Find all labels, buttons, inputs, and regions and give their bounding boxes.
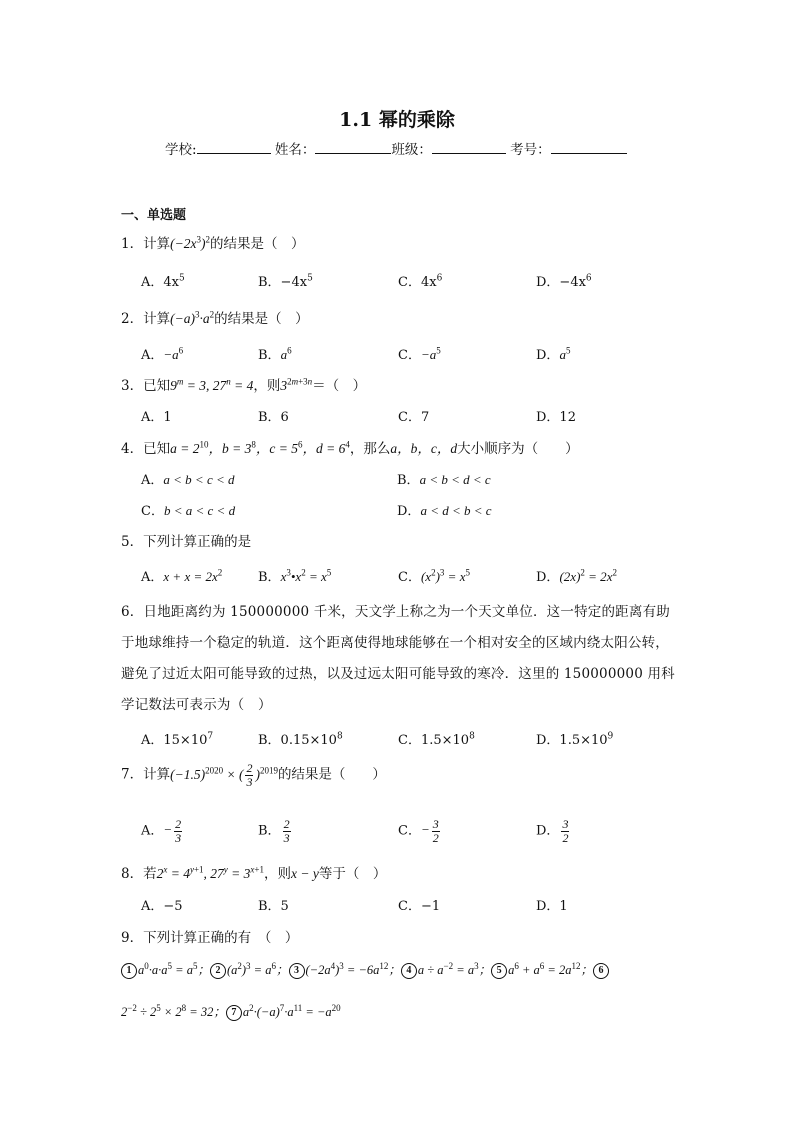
school-label: 学校: [165,142,197,158]
q8-option-d[interactable]: D．1 [536,899,568,914]
q5-option-a[interactable]: A．$x + x = 2x^2$ [141,567,223,585]
q2-expr: $(-a)^3\cdot a^2$ [170,309,215,326]
q7-option-a[interactable]: A．− $\frac{2}{3}$ [141,817,182,845]
q4-option-a[interactable]: A．a < b < c < d [141,472,235,488]
header-fields [165,138,627,158]
q7-option-b[interactable]: B． $\frac{2}{3}$ [258,817,290,845]
question-6: 6．日地距离约为 150000000 千米，天文学上称之为一个天文单位．这一特定的距离有助于地球维持一个稳定的轨道．这个距离使得地球能够在一个相对安全的区域内绕太阳公转，避免了过近太阳可能导致的过热，以及过远太阳可能导致的寒冷．这里的 150000000 用科学记数法可表示为（ ） [121,604,675,713]
question-9: 9．下列计算正确的有 （ ） [121,930,299,946]
question-7: 7．计算$(-1.5)^{2020}$ × ( $\frac{2}{3}$ )$^{2019}$的结果是（ ） [121,761,386,789]
class-label: 班级： [391,142,432,158]
q7-option-d[interactable]: D． $\frac{3}{2}$ [536,817,569,845]
q1-expr: $(-2x^3)^2$ [170,234,210,251]
q2-option-c[interactable]: C．$-a^5$ [398,345,441,363]
q6-option-a[interactable]: A．$15\times 10^7$ [141,731,214,748]
q7-option-c[interactable]: C．− $\frac{3}{2}$ [398,817,439,845]
q2-option-d[interactable]: D．$a^5$ [536,345,571,363]
question-4: 4．已知$a = 2^{10}$，$b = 3^8$，$c = 5^6$，$d = 6^4$，那么a，b，c，d大小顺序为（ ） [121,439,579,457]
q1-option-d[interactable]: D．$-4x^6$ [536,273,592,290]
q8-option-a[interactable]: A．−5 [141,899,183,914]
exam-no-label: 考号： [510,142,551,158]
q6-option-b[interactable]: B．$0.15\times 10^8$ [258,731,343,748]
q2-option-b[interactable]: B．$a^6$ [258,345,292,363]
class-blank[interactable] [432,141,506,154]
q8-option-b[interactable]: B．5 [258,899,289,914]
q3-option-d[interactable]: D．12 [536,410,576,425]
q1-option-a[interactable]: A．$4x^5$ [141,273,185,290]
q8-given: $2^x = 4^{y+1}$, $27^y = 3^{x+1}$ [156,864,264,881]
q5-option-c[interactable]: C．$(x^2)^3 = x^5$ [398,567,470,585]
question-3: 3．已知$9^m = 3$, $27^n = 4$，则$3^{2m+3n}=$（ ） [121,376,367,394]
q9-items-line1: 1 $a^0\cdot a\cdot a^5 = a^5$； 2 $(a^2)^3 = a^6$； 3 $(-2a^4)^3 = -6a^{12}$； 4 $a \div a^{-2} = a^3$； 5 $a^6 + a^6 = 2a^{12}$； 6 [121,960,610,979]
q3-option-a[interactable]: A．1 [141,410,172,425]
name-label: 姓名： [274,142,316,158]
q7-expr: $(-1.5)^{2020}$ × ( $\frac{2}{3}$ )$^{2019}$ [170,761,278,789]
question-8: 8．若$2^x = 4^{y+1}$, $27^y = 3^{x+1}$，则x − y等于（ ） [121,864,387,882]
name-blank[interactable] [315,141,391,154]
q4-option-d[interactable]: D．a < d < b < c [397,503,492,519]
exam-no-blank[interactable] [551,141,627,154]
q1-option-b[interactable]: B．$-4x^5$ [258,273,313,290]
q5-option-b[interactable]: B．$x^3•x^2 = x^5$ [258,567,332,585]
question-5: 5．下列计算正确的是 [121,534,252,550]
question-2: 2．计算$(-a)^3\cdot a^2$的结果是（ ） [121,309,309,327]
q4-given: $a = 2^{10}$，$b = 3^8$，$c = 5^6$，$d = 6^4$ [170,439,350,456]
q4-option-b[interactable]: B．a < b < d < c [397,472,491,488]
q3-target: $3^{2m+3n}$ [280,376,313,393]
q3-option-c[interactable]: C．7 [398,410,430,425]
q4-option-c[interactable]: C．b < a < c < d [141,503,236,519]
school-blank[interactable] [197,141,271,154]
q6-option-d[interactable]: D．$1.5\times 10^9$ [536,731,614,748]
q1-option-c[interactable]: C．$4x^6$ [398,273,443,290]
question-1 [121,232,304,252]
section-heading: 一、单选题 [121,208,187,223]
q1-stem-a: 1．计算 [121,236,171,252]
page-title: 1.1 幂的乘除 [339,109,455,131]
q6-option-c[interactable]: C．$1.5\times 10^8$ [398,731,475,748]
q3-option-b[interactable]: B．6 [258,410,289,425]
q2-option-a[interactable]: A．$-a^6$ [141,345,184,363]
q3-given: $9^m = 3$, $27^n = 4$ [170,376,254,393]
q1-stem-b: 的结果是（ ） [209,236,305,252]
q8-option-c[interactable]: C．−1 [398,899,441,914]
q5-option-d[interactable]: D．$(2x)^2 = 2x^2$ [536,567,617,585]
q9-items-line2: $2^{-2} \div 2^5 \times 2^8 = 32$； 7 $a^2\cdot(-a)^7\cdot a^{11} = -a^{20}$ [121,1002,341,1021]
